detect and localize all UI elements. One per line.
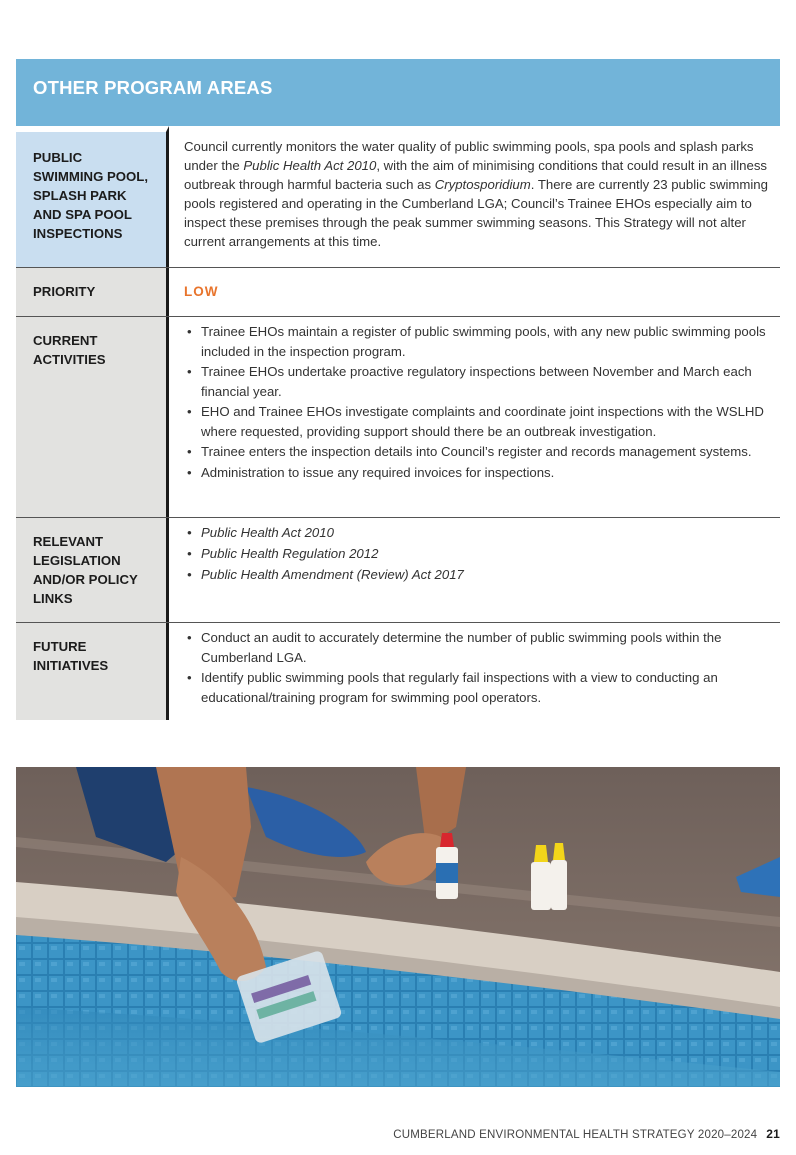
list-item: • Public Health Amendment (Review) Act 2017 — [184, 565, 780, 585]
priority-badge: LOW — [184, 284, 219, 299]
pool-water-testing-photo — [16, 767, 780, 1087]
priority-label: PRIORITY — [16, 268, 169, 316]
section-title: OTHER PROGRAM AREAS — [33, 77, 273, 98]
list-item: • Administration to issue any required invoices for inspections. — [184, 463, 780, 483]
legislation-content — [169, 518, 780, 622]
list-item: • Trainee EHOs undertake proactive regulatory inspections between November and March each financial year. — [184, 362, 780, 401]
future-initiatives-row — [16, 623, 780, 720]
legislation-label: RELEVANT LEGISLATION AND/OR POLICY LINKS — [16, 518, 169, 622]
list-item: • Public Health Regulation 2012 — [184, 544, 780, 564]
footer-title: CUMBERLAND ENVIRONMENTAL HEALTH STRATEGY 2020–2024 — [393, 1129, 758, 1141]
priority-content — [169, 268, 780, 316]
future-initiatives-content — [169, 623, 780, 720]
future-initiatives-label: FUTURE INITIATIVES — [16, 623, 169, 720]
overview-row — [16, 126, 780, 268]
priority-row — [16, 268, 780, 317]
legislation-row — [16, 518, 780, 623]
current-activities-label: CURRENT ACTIVITIES — [16, 317, 169, 517]
future-initiatives-list — [184, 628, 780, 707]
list-item: • Identify public swimming pools that regularly fail inspections with a view to conducting an educational/training program for swimming pool operators. — [184, 668, 780, 707]
program-table — [16, 126, 780, 720]
list-item: • EHO and Trainee EHOs investigate complaints and coordinate joint inspections with the WSLHD where requested, providing support should there be an outbreak investigation. — [184, 402, 780, 441]
overview-label: PUBLIC SWIMMING POOL, SPLASH PARK AND SPA POOL INSPECTIONS — [16, 126, 169, 267]
list-item: • Trainee enters the inspection details into Council’s register and records management systems. — [184, 442, 780, 462]
current-activities-row — [16, 317, 780, 518]
pool-photo-illustration — [16, 767, 780, 1087]
overview-paragraph: Council currently monitors the water quality of public swimming pools, spa pools and splash parks under the Public Health Act 2010, with the aim of minimising conditions that could result in an illness outbreak through harmful bacteria such as Cryptosporidium. There are currently 23 public swimming pools registered and operating in the Cumberland LGA; Council’s Trainee EHOs especially aim to inspect these premises through the peak summer swimming seasons. This Strategy will not alter current arrangements at this time. — [184, 139, 768, 249]
page-footer — [393, 1127, 780, 1141]
list-item: • Public Health Act 2010 — [184, 523, 780, 543]
act-reference: Public Health Act 2010 — [243, 158, 377, 173]
list-item: • Trainee EHOs maintain a register of public swimming pools, with any new public swimming pools included in the inspection program. — [184, 322, 780, 361]
current-activities-list — [184, 322, 780, 482]
current-activities-content — [169, 317, 780, 517]
section-banner — [16, 59, 780, 126]
overview-content — [169, 126, 780, 267]
list-item: • Conduct an audit to accurately determine the number of public swimming pools within the Cumberland LGA. — [184, 628, 780, 667]
legislation-list — [184, 523, 780, 585]
page-number: 21 — [766, 1127, 780, 1141]
organism-name: Cryptosporidium — [434, 177, 531, 192]
